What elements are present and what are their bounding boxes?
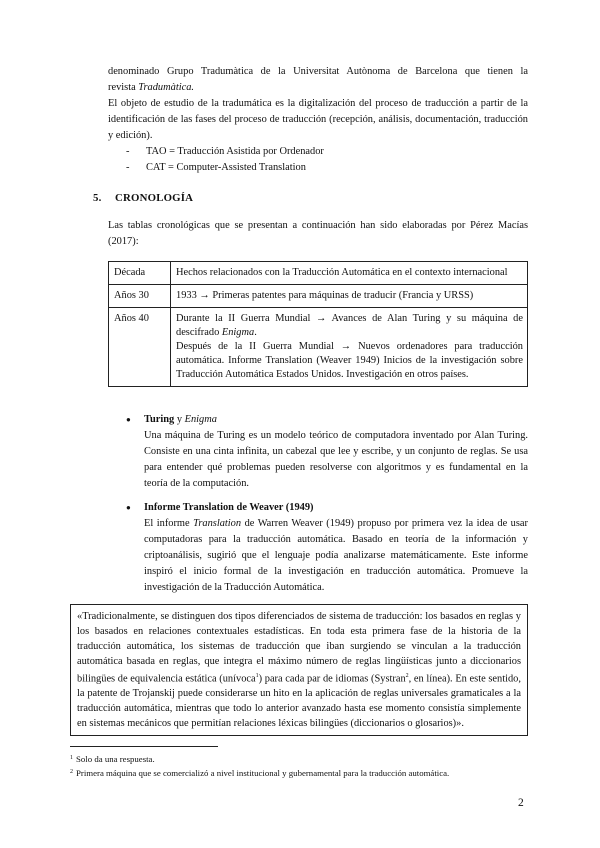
section-number: 5. bbox=[93, 192, 102, 204]
bullet-turing bbox=[144, 412, 528, 492]
footnote-ref: 2 bbox=[405, 673, 409, 679]
table-cell-decade: Años 30 bbox=[109, 285, 171, 308]
quote-box: «Tradicionalmente, se distinguen dos tipos diferenciados de sistema de traducción: los basados en reglas y los basados en relaciones contextuales estadísticas. En toda esta primera fase de la historia de la traducción automática, los sistemas de traducción que iban surgiendo se vinculan a la traducción automática basada en reglas, que integra el máximo número de reglas lingüísticas junto a diccionarios bilingües de equivalencia estática (unívoca$^1$) para cada par de idiomas (Systran$^2$, en línea). En este sentido, la patente de Trojanskij puede considerarse un hito en la aplicación de reglas universales gramaticales a la traducción automática, mientras que todo lo anterior avanzado hasta ese momento consistía simplemente en sistemas mecánicos que permitían relaciones léxicas bilingües (diccionarios o glosarios)». bbox=[70, 604, 528, 736]
table-cell-decade: Años 40 bbox=[109, 308, 171, 387]
section-heading bbox=[93, 190, 193, 206]
list-item: - CAT = Computer-Assisted Translation bbox=[126, 160, 526, 176]
intro-paragraph bbox=[108, 64, 528, 144]
bullet-title: ● Informe Translation de Weaver (1949) bbox=[144, 500, 528, 516]
table-intro-text: Las tablas cronológicas que se presentan a continuación han sido elaboradas por Pérez Macías (2017): bbox=[108, 220, 528, 247]
section-title: CRONOLOGÍA bbox=[115, 192, 194, 204]
table-cell-events: 1933 → Primeras patentes para máquinas de traducir (Francia y URSS) bbox=[171, 285, 528, 308]
bullet-title: ● Turing y Enigma bbox=[144, 412, 528, 428]
table-row bbox=[109, 285, 528, 308]
page-number: 2 bbox=[518, 797, 524, 809]
chronology-table bbox=[108, 261, 528, 387]
table-header-decade: Década bbox=[109, 262, 171, 285]
bullet-weaver bbox=[144, 500, 528, 596]
table-row bbox=[109, 308, 528, 387]
footnotes bbox=[70, 752, 449, 780]
table-cell-events: Durante la II Guerra Mundial → Avances de Alan Turing y su máquina de descifrado Enigma. Después de la II Guerra Mundial → Nuevos ordenadores para traducción automática. Informe Translation (Weaver 1949) Inicios de la investigación sobre Traducción Automática Estados Unidos. Investigación en otros países. bbox=[171, 308, 528, 387]
table-row bbox=[109, 262, 528, 285]
table-header-events: Hechos relacionados con la Traducción Automática en el contexto internacional bbox=[171, 262, 528, 285]
intro-paragraph-2: El objeto de estudio de la tradumática es la digitalización del proceso de traducción a partir de la identificación de las fases del proceso de traducción (recepción, análisis, documentación, traducción y edición). bbox=[108, 98, 528, 141]
bullet-body: El informe Translation de Warren Weaver (1949) propuso por primera vez la idea de usar computadoras para la traducción automática. Basado en teoría de la información y criptoanálisis, sugirió que el lenguaje podía analizarse matemáticamente. Este informe inspiró el inicio formal de la investigación en traducción automática. Promueve la investigación de la Traducción Automática. bbox=[144, 518, 528, 593]
footnote-ref: 1 bbox=[255, 673, 259, 679]
bullet-body: Una máquina de Turing es un modelo teórico de computadora inventado por Alan Turing. Consiste en una cinta infinita, un cabezal que lee y escribe, y un conjunto de reglas. Se usa para entender qué problemas pueden resolverse con algoritmos y es fundamental en la teoría de la computación. bbox=[144, 430, 528, 489]
intro-line-1: denominado Grupo Tradumàtica de la Universitat Autònoma de Barcelona que tienen la bbox=[108, 66, 528, 77]
footnote-divider bbox=[70, 746, 218, 747]
acronym-list bbox=[126, 144, 526, 176]
footnote: $^1$ Solo da una respuesta. bbox=[70, 754, 155, 764]
footnote: $^2$ Primera máquina que se comercializó a nivel institucional y gubernamental para la traducción automática. bbox=[70, 768, 450, 778]
list-item: - TAO = Traducción Asistida por Ordenador bbox=[126, 144, 526, 160]
intro-line-2: revista Tradumàtica. bbox=[108, 82, 195, 93]
journal-title: Tradumàtica. bbox=[138, 82, 195, 93]
